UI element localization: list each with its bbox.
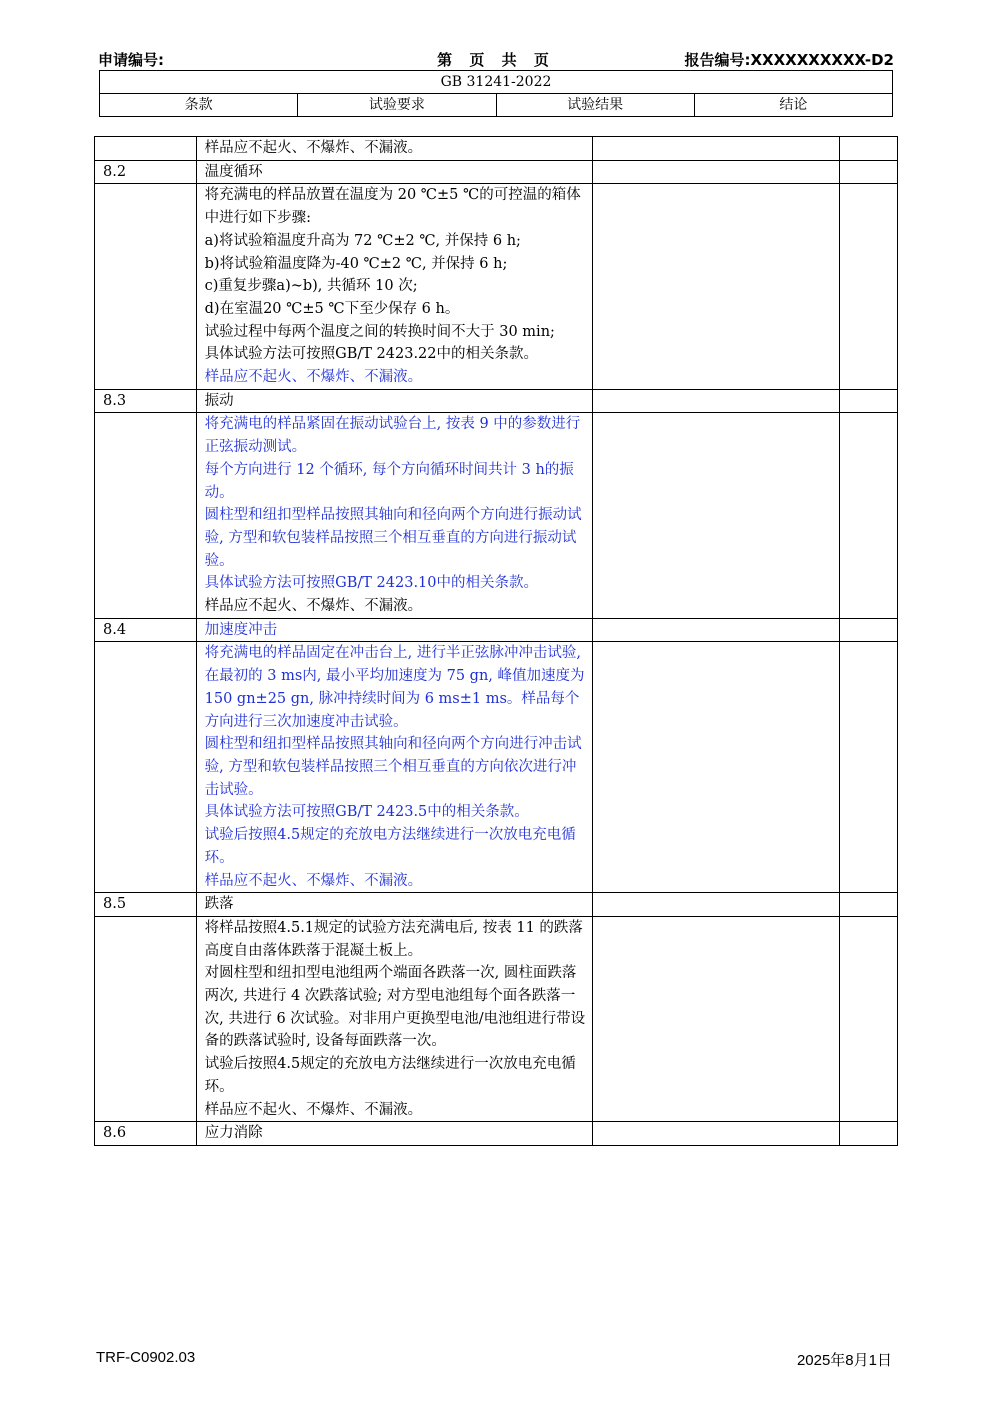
column-header-clause: 条款	[100, 94, 298, 117]
requirement-cell	[196, 413, 592, 618]
result-cell	[593, 916, 840, 1121]
requirement-text: 试验后按照4.5规定的充放电方法继续进行一次放电充电循环。	[204, 1056, 576, 1095]
clause-title-cell	[196, 1122, 592, 1146]
result-cell	[593, 389, 840, 413]
verdict-cell	[840, 413, 898, 618]
requirement-text: 对圆柱型和纽扣型电池组两个端面各跌落一次, 圆柱面跌落两次, 共进行 4 次跌落试验; 对方型电池组每个面各跌落一次, 共进行 6 次试验。对非用户更换型电池/电池组进行带设备的跌落试验时, 设备每面跌落一次。	[204, 965, 586, 1050]
clause-cell: 8.4	[95, 618, 197, 642]
requirement-text: 应力消除	[204, 1125, 263, 1142]
requirement-text: 加速度冲击	[204, 621, 278, 638]
verdict-cell	[840, 618, 898, 642]
requirement-text: d)在室温20 ℃±5 ℃下至少保存 6 h。	[204, 300, 460, 317]
requirement-text: c)重复步骤a)~b), 共循环 10 次;	[204, 278, 418, 295]
clause-cell: 8.3	[95, 389, 197, 413]
requirement-text: 温度循环	[204, 163, 263, 180]
verdict-cell	[840, 893, 898, 917]
form-number: TRF-C0902.03	[96, 1349, 196, 1366]
requirement-text: 样品应不起火、不爆炸、不漏液。	[204, 1101, 423, 1118]
result-cell	[593, 618, 840, 642]
verdict-cell	[840, 389, 898, 413]
requirement-row	[95, 184, 898, 389]
requirement-text: 样品应不起火、不爆炸、不漏液。	[204, 369, 423, 386]
requirement-text: 具体试验方法可按照GB/T 2423.5中的相关条款。	[204, 804, 529, 821]
result-cell	[593, 893, 840, 917]
requirement-text: 样品应不起火、不爆炸、不漏液。	[204, 140, 423, 156]
requirement-text: 圆柱型和纽扣型样品按照其轴向和径向两个方向进行冲击试验, 方型和软包装样品按照三个相互垂直的方向依次进行冲击试验。	[204, 736, 582, 798]
requirement-cell	[196, 184, 592, 389]
requirement-text: 具体试验方法可按照GB/T 2423.22中的相关条款。	[204, 346, 539, 363]
page-header	[98, 49, 894, 69]
test-requirements-table	[94, 136, 898, 1146]
column-header-requirement: 试验要求	[298, 94, 496, 117]
clause-title-cell	[196, 160, 592, 184]
clause-title-cell	[196, 618, 592, 642]
result-cell	[593, 184, 840, 389]
application-no-label: 申请编号:	[98, 51, 164, 69]
requirement-text: a)将试验箱温度升高为 72 ℃±2 ℃, 并保持 6 h;	[204, 232, 521, 249]
verdict-cell	[840, 916, 898, 1121]
header-table	[99, 70, 893, 117]
table-body	[95, 137, 898, 1146]
clause-title-row	[95, 618, 898, 642]
verdict-cell	[840, 184, 898, 389]
clause-title-row	[95, 160, 898, 184]
requirement-text: 试验后按照4.5规定的充放电方法继续进行一次放电充电循环。	[204, 827, 576, 866]
standard-title: GB 31241-2022	[100, 71, 893, 94]
footer-date: 2025年8月1日	[796, 1352, 892, 1369]
requirement-text: 试验过程中每两个温度之间的转换时间不大于 30 min;	[204, 323, 555, 340]
clause-cell: 8.5	[95, 893, 197, 917]
result-cell	[593, 160, 840, 184]
result-cell	[593, 137, 840, 161]
requirement-cell	[196, 642, 592, 893]
clause-cell: 8.2	[95, 160, 197, 184]
requirement-text: 将充满电的样品紧固在振动试验台上, 按表 9 中的参数进行正弦振动测试。	[204, 416, 581, 456]
report-no-label: 报告编号:XXXXXXXXXX-D2	[684, 51, 894, 69]
result-cell	[593, 413, 840, 618]
column-header-verdict: 结论	[694, 94, 892, 117]
page-number-label: 第 页 共 页	[437, 51, 555, 69]
requirement-row	[95, 642, 898, 893]
clause-title-row	[95, 893, 898, 917]
clause-cell	[95, 413, 197, 618]
clause-title-cell	[196, 893, 592, 917]
requirement-text: 将充满电的样品固定在冲击台上, 进行半正弦脉冲冲击试验, 在最初的 3 ms内, 最小平均加速度为 75 gn, 峰值加速度为 150 gn±25 gn, 脉冲持续时间为 6 ms±1 ms。样品每个方向进行三次加速度冲击试验。	[204, 645, 585, 730]
requirement-text: b)将试验箱温度降为-40 ℃±2 ℃, 并保持 6 h;	[204, 255, 508, 272]
requirement-text: 具体试验方法可按照GB/T 2423.10中的相关条款。	[204, 575, 539, 592]
verdict-cell	[840, 137, 898, 161]
result-cell	[593, 642, 840, 893]
column-header-result: 试验结果	[496, 94, 694, 117]
clause-cell	[95, 642, 197, 893]
clause-cell	[95, 137, 197, 161]
clause-title-cell	[196, 389, 592, 413]
clause-cell	[95, 916, 197, 1121]
verdict-cell	[840, 1122, 898, 1146]
requirement-row	[95, 413, 898, 618]
clause-cell: 8.6	[95, 1122, 197, 1146]
requirement-text: 将充满电的样品放置在温度为 20 ℃±5 ℃的可控温的箱体中进行如下步骤:	[204, 187, 581, 227]
requirement-text: 将样品按照4.5.1规定的试验方法充满电后, 按表 11 的跌落高度自由落体跌落于混凝土板上。	[204, 919, 583, 959]
requirement-row	[95, 916, 898, 1121]
requirement-text: 振动	[204, 392, 234, 409]
clause-title-row	[95, 389, 898, 413]
requirement-text: 每个方向进行 12 个循环, 每个方向循环时间共计 3 h的振动。	[204, 461, 574, 501]
requirement-text: 样品应不起火、不爆炸、不漏液。	[204, 872, 423, 889]
requirement-text: 圆柱型和纽扣型样品按照其轴向和径向两个方向进行振动试验, 方型和软包装样品按照三个相互垂直的方向进行振动试验。	[204, 507, 582, 569]
requirement-text: 跌落	[204, 896, 234, 913]
requirement-cell	[196, 137, 592, 161]
result-cell	[593, 1122, 840, 1146]
clause-title-row	[95, 1122, 898, 1146]
requirement-cell	[196, 916, 592, 1121]
clause-cell	[95, 184, 197, 389]
requirement-text: 样品应不起火、不爆炸、不漏液。	[204, 598, 423, 615]
verdict-cell	[840, 642, 898, 893]
requirement-row	[95, 137, 898, 161]
verdict-cell	[840, 160, 898, 184]
